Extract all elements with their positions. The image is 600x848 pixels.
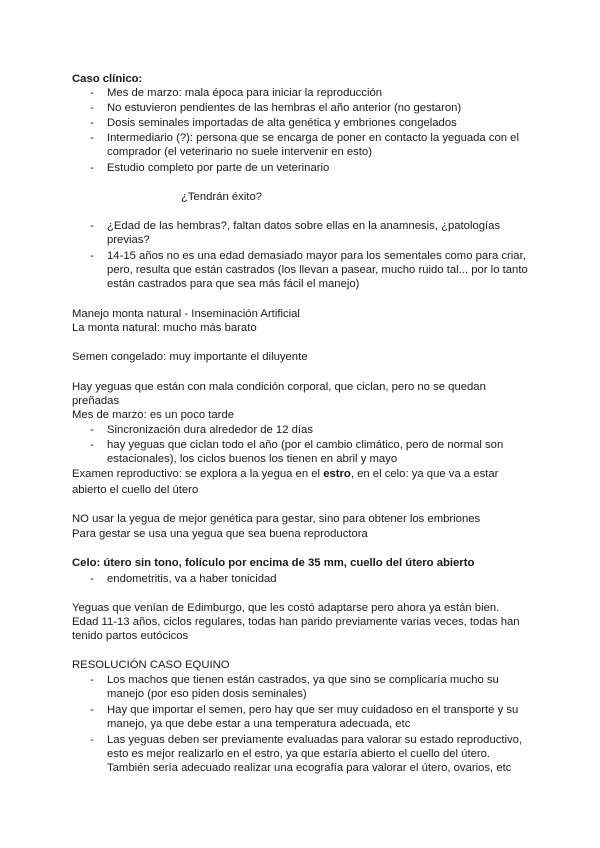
yeguas-bullet-2-line-1: hay yeguas que ciclan todo el año (por el cambio climático, pero de normal son bbox=[107, 439, 504, 451]
bullet-dash: - bbox=[90, 704, 94, 716]
caso-bullet-5: Estudio completo por parte de un veterinario bbox=[107, 162, 330, 174]
bullet-dash: - bbox=[90, 674, 94, 686]
bullet-dash: - bbox=[90, 117, 94, 129]
bullet-dash: - bbox=[90, 250, 94, 262]
question-text: ¿Tendrán éxito? bbox=[181, 191, 263, 203]
caso-bullet-6-line-2: previas? bbox=[107, 234, 150, 246]
examen-text-bold: estro bbox=[323, 468, 351, 480]
resolucion-bullet-1-line-1: Los machos que tienen están castrados, ya que sino se complicaría mucho su bbox=[107, 674, 499, 686]
no-usar-line-2: Para gestar se usa una yegua que sea buena reproductora bbox=[72, 528, 368, 540]
edimburgo-line-3: tenido partos eutócicos bbox=[72, 630, 189, 642]
bullet-dash: - bbox=[90, 734, 94, 746]
edimburgo-line-1: Yeguas que venían de Edimburgo, que les costó adaptarse pero ahora ya están bien. bbox=[72, 602, 500, 614]
bullet-dash: - bbox=[90, 102, 94, 114]
bullet-dash: - bbox=[90, 573, 94, 585]
yeguas-line-3: Mes de marzo: es un poco tarde bbox=[72, 409, 235, 421]
bullet-dash: - bbox=[90, 162, 94, 174]
caso-bullet-7-line-2: pero, resulta que están castrados (los llevan a pasear, mucho ruido tal... por lo tanto bbox=[107, 264, 528, 276]
resolucion-heading: RESOLUCIÓN CASO EQUINO bbox=[72, 659, 230, 671]
caso-bullet-4-line-2: comprador (el veterinario no suele intervenir en esto) bbox=[107, 146, 372, 158]
manejo-line-2: La monta natural: mucho más barato bbox=[72, 322, 257, 334]
bullet-dash: - bbox=[90, 87, 94, 99]
no-usar-line-1: NO usar la yegua de mejor genética para gestar, sino para obtener los embriones bbox=[72, 513, 481, 525]
examen-text-pre: Examen reproductivo: se explora a la yegua en el bbox=[72, 468, 324, 480]
bullet-dash: - bbox=[90, 220, 94, 232]
caso-bullet-7-line-3: están castrados para que sea más fácil el manejo) bbox=[107, 278, 360, 290]
examen-line-1 bbox=[72, 467, 498, 481]
manejo-line-1: Manejo monta natural - Inseminación Artificial bbox=[72, 308, 300, 320]
yeguas-bullet-2-line-2: estacionales), los ciclos buenos los tienen en abril y mayo bbox=[107, 453, 398, 465]
resolucion-bullet-2-line-2: manejo, ya que debe estar a una temperatura adecuada, etc bbox=[107, 718, 411, 730]
caso-bullet-2: No estuvieron pendientes de las hembras el año anterior (no gestaron) bbox=[107, 102, 462, 114]
caso-bullet-6-line-1: ¿Edad de las hembras?, faltan datos sobre ellas en la anamnesis, ¿patologías bbox=[107, 220, 501, 232]
resolucion-bullet-3-line-3: También sería adecuado realizar una ecografía para valorar el útero, ovarios, etc bbox=[107, 762, 512, 774]
yeguas-line-1: Hay yeguas que están con mala condición corporal, que ciclan, pero no se quedan bbox=[72, 381, 486, 393]
yeguas-line-2: preñadas bbox=[72, 395, 120, 407]
caso-bullet-4-line-1: Intermediario (?): persona que se encarga de poner en contacto la yeguada con el bbox=[107, 132, 519, 144]
resolucion-bullet-3-line-2: esto es mejor realizarlo en el estro, ya que estaría abierto el cuello del útero. bbox=[107, 748, 491, 760]
celo-bullet-1: endometritis, va a haber tonicidad bbox=[107, 573, 277, 585]
caso-bullet-1: Mes de marzo: mala época para iniciar la reproducción bbox=[107, 87, 383, 99]
examen-line-2: abierto el cuello del útero bbox=[72, 484, 199, 496]
bullet-dash: - bbox=[90, 439, 94, 451]
examen-text-post: , en el celo: ya que va a estar bbox=[350, 468, 499, 480]
resolucion-bullet-1-line-2: manejo (por eso piden dosis seminales) bbox=[107, 688, 307, 700]
semen-line: Semen congelado: muy importante el diluyente bbox=[72, 351, 308, 363]
caso-bullet-7-line-1: 14-15 años no es una edad demasiado mayor para los sementales como para criar, bbox=[107, 250, 526, 262]
celo-heading: Celo: útero sin tono, folículo por encima de 35 mm, cuello del útero abierto bbox=[72, 557, 475, 569]
resolucion-bullet-2-line-1: Hay que importar el semen, pero hay que ser muy cuidadoso en el transporte y su bbox=[107, 704, 519, 716]
edimburgo-line-2: Edad 11-13 años, ciclos regulares, todas han parido previamente varias veces, todas han bbox=[72, 616, 520, 628]
yeguas-bullet-1: Sincronización dura alrededor de 12 días bbox=[107, 424, 313, 436]
caso-heading: Caso clínico: bbox=[72, 73, 143, 85]
bullet-dash: - bbox=[90, 132, 94, 144]
caso-bullet-3: Dosis seminales importadas de alta genética y embriones congelados bbox=[107, 117, 457, 129]
bullet-dash: - bbox=[90, 424, 94, 436]
resolucion-bullet-3-line-1: Las yeguas deben ser previamente evaluadas para valorar su estado reproductivo, bbox=[107, 734, 523, 746]
